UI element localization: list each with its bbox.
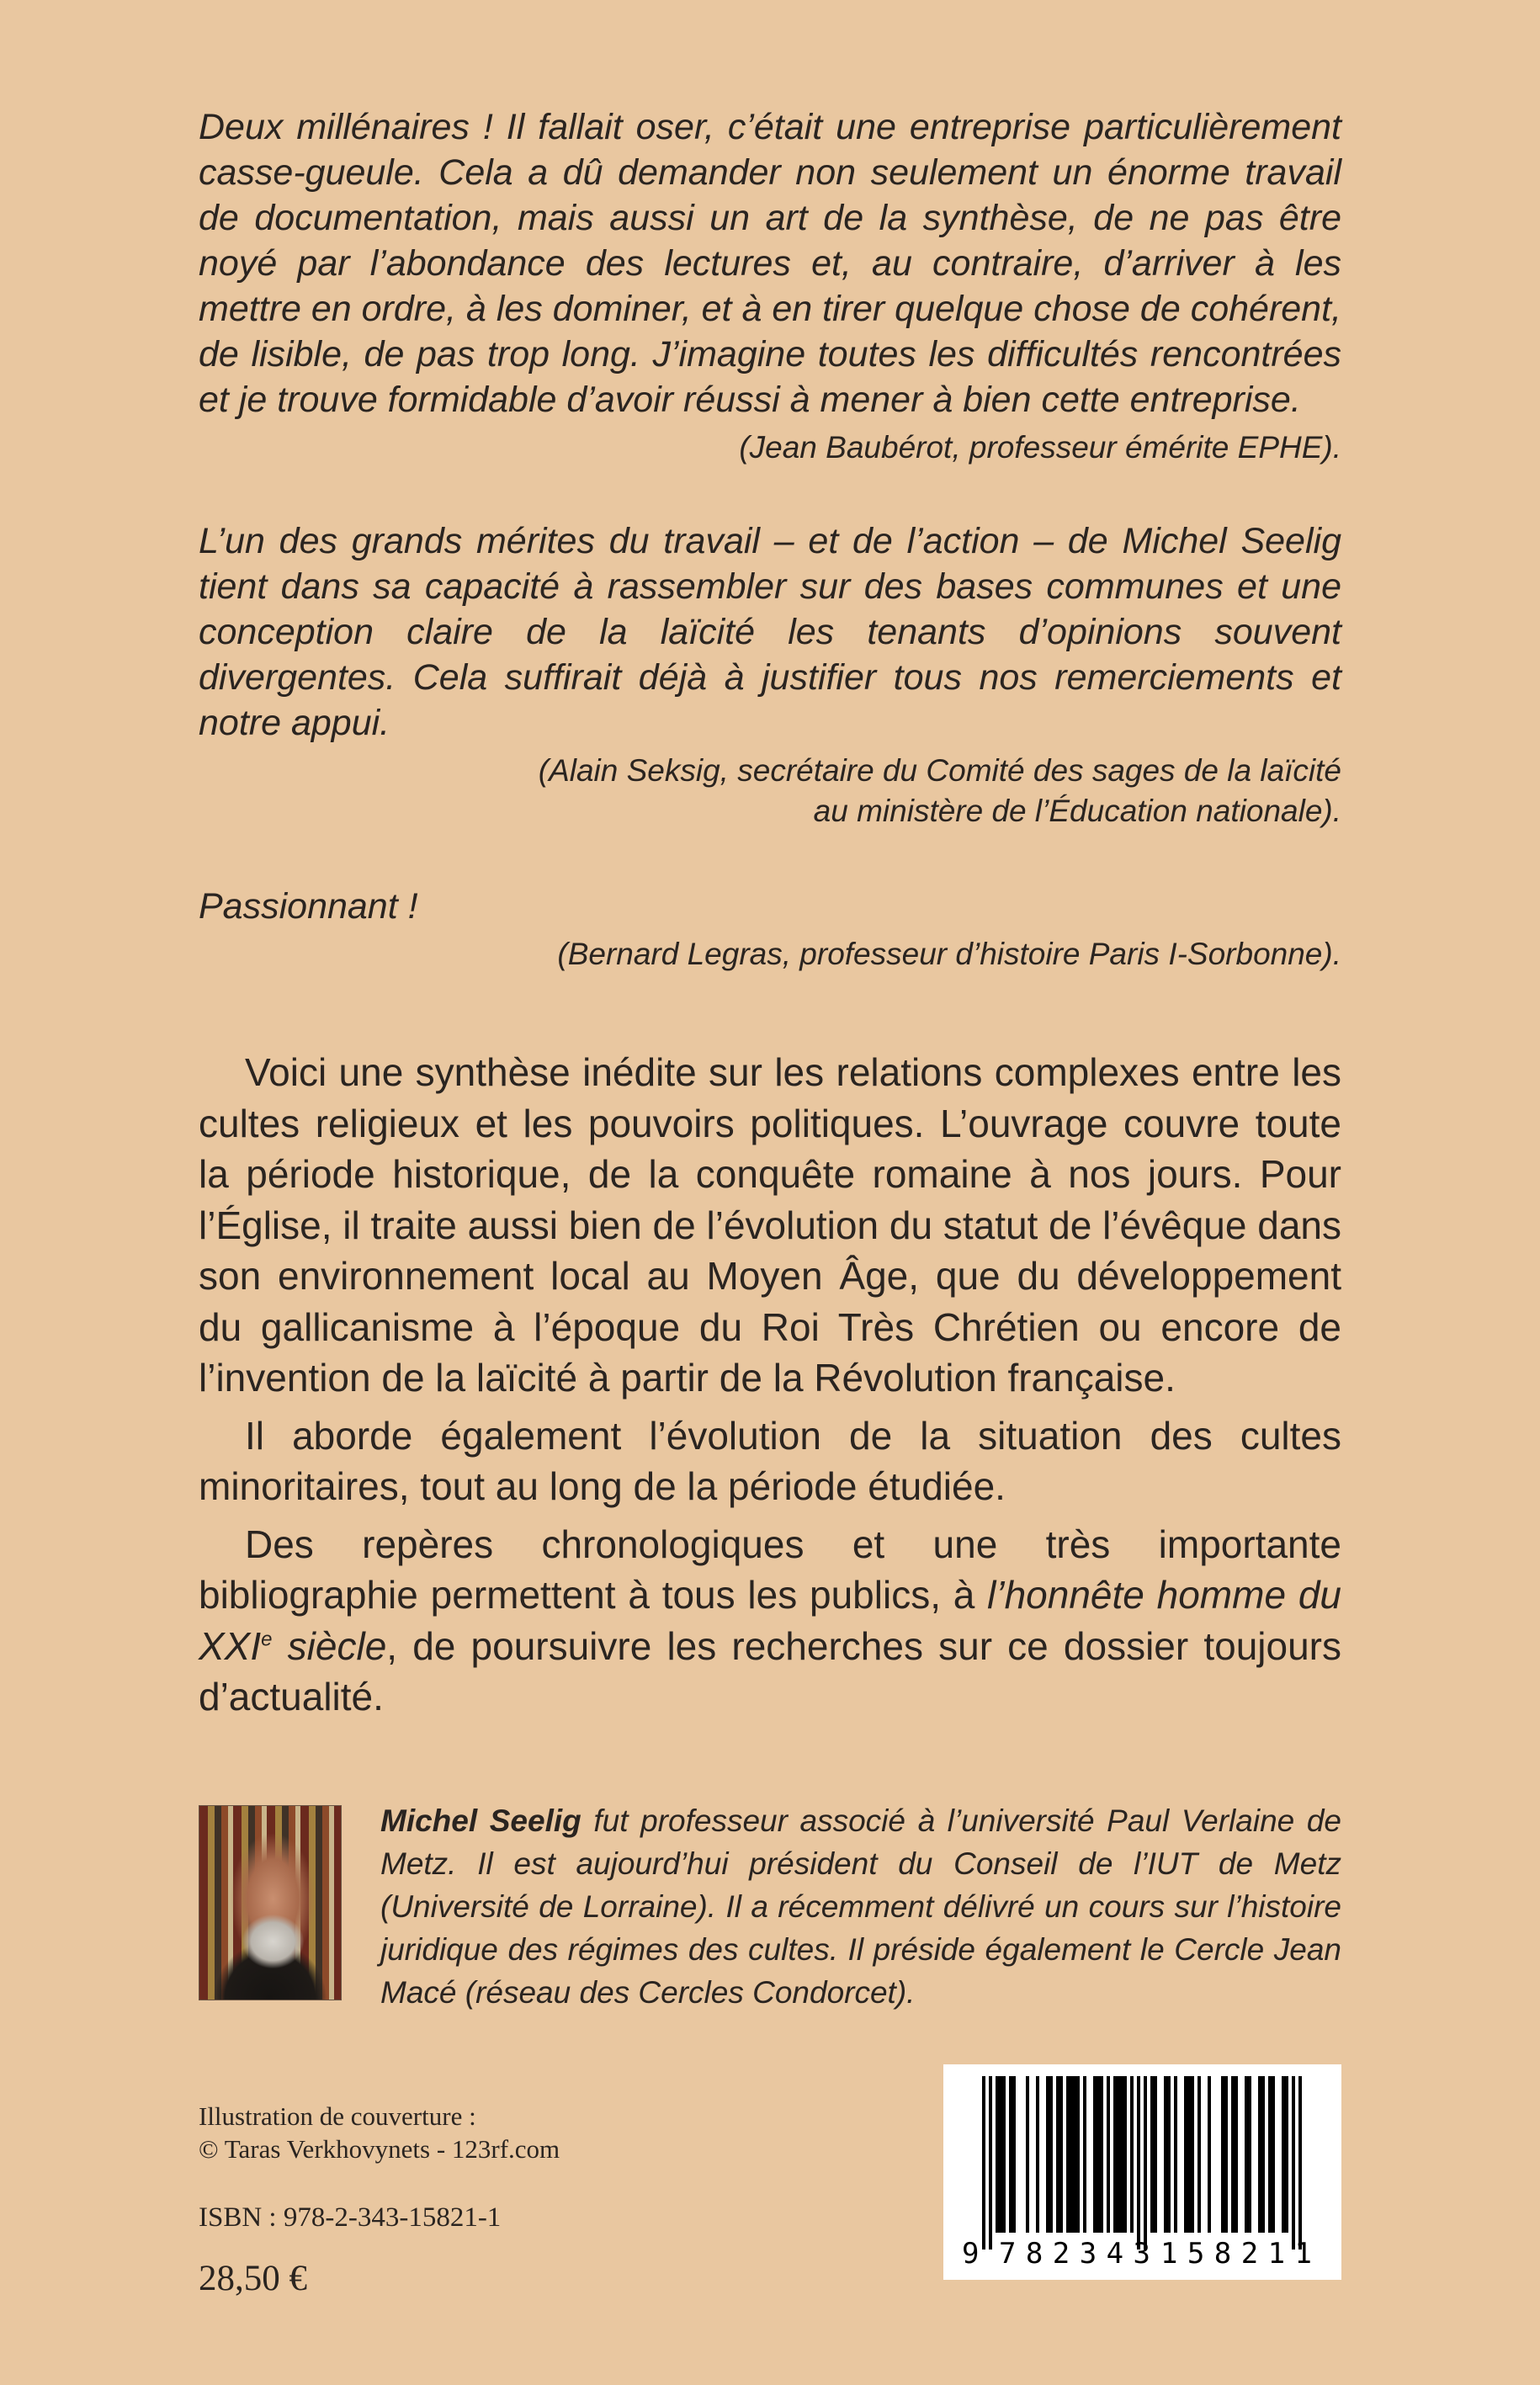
- superscript: e: [261, 1628, 273, 1651]
- attribution-line: (Alain Seksig, secrétaire du Comité des sages de la laïcité: [538, 753, 1341, 788]
- barcode-bar: [1191, 2076, 1194, 2233]
- barcode-bar: [1066, 2076, 1070, 2233]
- barcode-bar: [1208, 2076, 1211, 2233]
- author-name: Michel Seelig: [380, 1803, 581, 1838]
- description-text: , de poursuivre les recherches sur ce dossier toujours d’actualité.: [199, 1623, 1341, 1718]
- quote-text: Deux millénaires ! Il fallait oser, c’était une entreprise particulièrement casse-gueule. Cela a dû demander non seulement un énorme travail de documentation, mais aussi un art de la synthèse, de ne pas être noyé par l’abondance des lectures et, au contraire, d’arriver à les mettre en ordre, à les dominer, et à en tirer quelque chose de cohérent, de lisible, de pas trop long. J’imagine toutes les difficultés rencontrées et je trouve formidable d’avoir réussi à mener à bien cette entreprise.: [199, 107, 1341, 420]
- barcode-bar: [1224, 2076, 1228, 2233]
- attribution-line: au ministère de l’Éducation nationale).: [813, 794, 1341, 828]
- credit-line: Illustration de couverture :: [199, 2101, 476, 2131]
- cover-credits: [199, 2100, 788, 2165]
- description-paragraph: [199, 1519, 1341, 1723]
- barcode-bar: [1282, 2076, 1285, 2233]
- barcode-bar: [1009, 2076, 1012, 2233]
- author-bio: [380, 1799, 1341, 2014]
- barcode-digit: 158211: [1160, 2237, 1312, 2271]
- price: 28,50 €: [199, 2259, 307, 2298]
- barcode-bar: [999, 2076, 1002, 2233]
- barcode-bar: [1049, 2076, 1053, 2233]
- author-bio-text: fut professeur associé à l’université Paul Verlaine de Metz. Il est aujourd’hui président du Conseil de l’IUT de Metz (Université de Lorraine). Il a récemment délivré un cours sur l’histoire juridique des régimes des cultes. Il préside également le Cercle Jean Macé (réseau des Cercles Condorcet).: [380, 1803, 1341, 2010]
- isbn: ISBN : 978-2-343-15821-1: [199, 2202, 502, 2233]
- endorsements: [199, 104, 1341, 975]
- author-photo: [199, 1805, 342, 2000]
- barcode-bar: [1268, 2076, 1272, 2233]
- barcode-bar: [1167, 2076, 1171, 2233]
- barcode-bar: [1117, 2076, 1120, 2233]
- barcode-bar: [1036, 2076, 1039, 2233]
- book-description: [199, 1047, 1341, 1723]
- barcode-bar: [1221, 2076, 1224, 2233]
- barcode-bar: [1073, 2076, 1076, 2233]
- barcode-bar: [1107, 2076, 1110, 2233]
- barcode-bar: [982, 2076, 985, 2250]
- endorsement-quote: [199, 884, 1341, 975]
- barcode-bar: [1231, 2076, 1235, 2233]
- description-text: Des repères chronologiques et une très importante bibliographie permettent à tous les publics, à: [199, 1522, 1341, 1617]
- barcode-bar: [1120, 2076, 1123, 2233]
- barcode-bar: [989, 2076, 992, 2250]
- barcode-bar: [1012, 2076, 1016, 2233]
- barcode-bar: [1258, 2076, 1261, 2233]
- barcode-bar: [1248, 2076, 1251, 2233]
- barcode-bar: [1272, 2076, 1275, 2233]
- barcode-bar: [1184, 2076, 1187, 2233]
- barcode: [943, 2064, 1341, 2280]
- endorsement-quote: [199, 104, 1341, 468]
- barcode-bar: [1164, 2076, 1167, 2233]
- quote-attribution: [199, 751, 1341, 831]
- barcode-bar: [1298, 2076, 1302, 2250]
- barcode-bar: [1123, 2076, 1127, 2233]
- description-paragraph: Il aborde également l’évolution de la situation des cultes minoritaires, tout au long de la période étudiée.: [199, 1413, 1341, 1508]
- endorsement-quote: [199, 518, 1341, 831]
- description-paragraph: Voici une synthèse inédite sur les relations complexes entre les cultes religieux et les pouvoirs politiques. L’ouvrage couvre toute la période historique, de la conquête romaine à nos jours. Pour l’Église, il traite aussi bien de l’évolution du statut de l’évêque dans son environnement local au Moyen Âge, que du développement du gallicanisme à l’époque du Roi Très Chrétien ou encore de l’invention de la laïcité à partir de la Révolution française.: [199, 1050, 1341, 1400]
- barcode-bar: [1056, 2076, 1059, 2233]
- barcode-bar: [1150, 2076, 1154, 2233]
- attribution-line: (Jean Baubérot, professeur émérite EPHE).: [739, 430, 1341, 465]
- barcode-bar: [1137, 2076, 1140, 2250]
- barcode-bar: [1187, 2076, 1191, 2233]
- barcode-bar: [1285, 2076, 1288, 2233]
- barcode-bar: [1076, 2076, 1080, 2233]
- barcode-bars: [982, 2076, 1302, 2250]
- quote-attribution: [199, 934, 1341, 975]
- quote-text: L’un des grands mérites du travail – et de l’action – de Michel Seelig tient dans sa capacité à rassembler sur des bases communes et une conception claire de la laïcité les tenants d’opinions souvent divergentes. Cela suffirait déjà à justifier tous nos remerciements et notre appui.: [199, 521, 1341, 743]
- barcode-bar: [1026, 2076, 1029, 2233]
- barcode-bar: [1235, 2076, 1238, 2233]
- barcode-bar: [1113, 2076, 1117, 2233]
- barcode-bar: [996, 2076, 999, 2233]
- attribution-line: (Bernard Legras, professeur d’histoire Paris I-Sorbonne).: [557, 937, 1341, 971]
- barcode-bar: [1245, 2076, 1248, 2233]
- quote-attribution: [199, 428, 1341, 468]
- italic-text: l’honnête homme du XXI: [199, 1573, 1341, 1668]
- barcode-digit: 782343: [999, 2237, 1150, 2271]
- barcode-bar: [1002, 2076, 1006, 2233]
- barcode-bar: [1130, 2076, 1134, 2233]
- barcode-bar: [1261, 2076, 1265, 2233]
- barcode-graphic: [943, 2064, 1341, 2280]
- barcode-bar: [1174, 2076, 1177, 2233]
- barcode-digit: 9: [962, 2237, 980, 2271]
- barcode-bar: [1097, 2076, 1100, 2233]
- credit-line: © Taras Verkhovynets - 123rf.com: [199, 2134, 560, 2164]
- barcode-bar: [1292, 2076, 1295, 2250]
- barcode-bar: [1059, 2076, 1063, 2233]
- barcode-bar: [1070, 2076, 1073, 2233]
- barcode-bar: [1144, 2076, 1147, 2250]
- quote-text: Passionnant !: [199, 886, 418, 927]
- barcode-bar: [1046, 2076, 1049, 2233]
- barcode-bar: [1083, 2076, 1086, 2233]
- barcode-bar: [1197, 2076, 1201, 2233]
- barcode-bar: [1154, 2076, 1157, 2233]
- barcode-bar: [1093, 2076, 1097, 2233]
- italic-text: siècle: [272, 1623, 387, 1668]
- barcode-bar: [1100, 2076, 1103, 2233]
